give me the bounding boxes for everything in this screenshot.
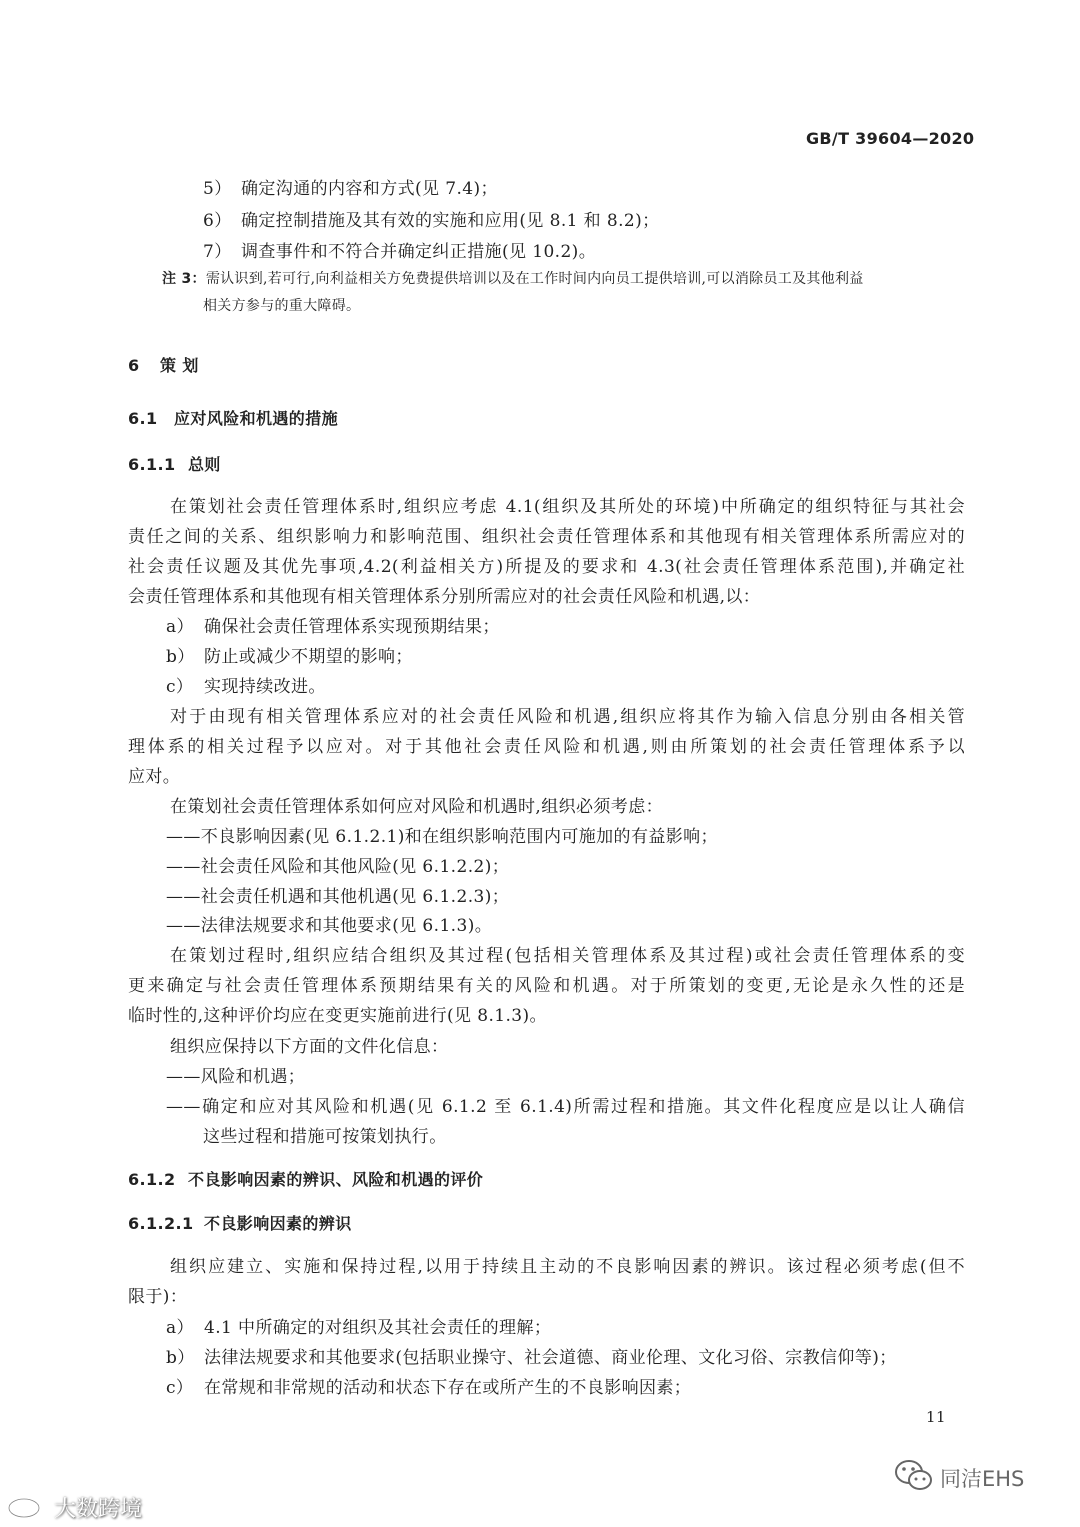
list-text: 实现持续改进。 bbox=[204, 677, 326, 697]
list-item bbox=[166, 1347, 897, 1369]
list-text: 确保社会责任管理体系实现预期结果； bbox=[204, 617, 500, 637]
paragraph-line: 临时性的,这种评价均应在变更实施前进行(见 8.1.3)。 bbox=[128, 1006, 547, 1026]
weibo-icon bbox=[6, 1490, 52, 1520]
dash-item: ——法律法规要求和其他要求(见 6.1.3)。 bbox=[166, 916, 493, 936]
list-text: 调查事件和不符合并确定纠正措施(见 10.2)。 bbox=[241, 242, 597, 262]
section-heading-6-1-2 bbox=[128, 1169, 483, 1191]
section-number: 6.1.2 bbox=[128, 1170, 176, 1189]
page-number: 11 bbox=[926, 1408, 946, 1426]
section-number: 6 bbox=[128, 356, 140, 375]
list-number: a） bbox=[166, 617, 194, 637]
watermark-right: 同洁EHS bbox=[940, 1467, 1025, 1491]
list-number: a） bbox=[166, 1318, 194, 1338]
list-text: 法律法规要求和其他要求(包括职业操守、社会道德、商业伦理、文化习俗、宗教信仰等)； bbox=[204, 1348, 897, 1368]
note-line-1: 需认识到,若可行,向利益相关方免费提供培训以及在工作时间内向员工提供培训,可以消除员工及其他利益 bbox=[205, 271, 864, 287]
list-item bbox=[166, 1317, 551, 1339]
paragraph-line: 在策划社会责任管理体系时,组织应考虑 4.1(组织及其所处的环境)中所确定的组织特征与其社会 bbox=[170, 497, 965, 517]
list-item bbox=[203, 241, 596, 263]
section-heading-6-1-1 bbox=[128, 454, 221, 476]
standard-number: GB/T 39604—2020 bbox=[806, 129, 975, 148]
section-number: 6.1.1 bbox=[128, 455, 176, 474]
paragraph-line: 责任之间的关系、组织影响力和影响范围、组织社会责任管理体系和其他现有相关管理体系所需应对的 bbox=[128, 527, 965, 547]
section-number: 6.1 bbox=[128, 409, 158, 428]
dash-item: ——社会责任风险和其他风险(见 6.1.2.2)； bbox=[166, 857, 510, 877]
paragraph-line: 对于由现有相关管理体系应对的社会责任风险和机遇,组织应将其作为输入信息分别由各相关管 bbox=[170, 707, 965, 727]
paragraph-line: 理体系的相关过程予以应对。对于其他社会责任风险和机遇,则由所策划的社会责任管理体系予以 bbox=[128, 737, 965, 757]
section-heading-6 bbox=[128, 355, 199, 377]
paragraph-line: 在策划过程时,组织应结合组织及其过程(包括相关管理体系及其过程)或社会责任管理体系的变 bbox=[170, 946, 965, 966]
section-heading-6-1 bbox=[128, 408, 338, 430]
list-number: 5） bbox=[203, 179, 232, 199]
paragraph-line: 组织应建立、实施和保持过程,以用于持续且主动的不良影响因素的辨识。该过程必须考虑(但不 bbox=[170, 1257, 965, 1277]
list-item bbox=[166, 676, 326, 698]
list-text: 在常规和非常规的活动和状态下存在或所产生的不良影响因素； bbox=[204, 1378, 692, 1398]
paragraph-line: 社会责任议题及其优先事项,4.2(利益相关方)所提及的要求和 4.3(社会责任管理体系范围),并确定社 bbox=[128, 557, 965, 577]
note-label: 注 3： bbox=[162, 271, 206, 287]
list-item bbox=[166, 646, 413, 668]
paragraph-line: 会责任管理体系和其他现有相关管理体系分别所需应对的社会责任风险和机遇,以： bbox=[128, 587, 761, 607]
list-item bbox=[203, 210, 660, 232]
list-item bbox=[203, 178, 498, 200]
list-item bbox=[166, 1377, 691, 1399]
paragraph-line: 在策划社会责任管理体系如何应对风险和机遇时,组织必须考虑： bbox=[170, 797, 664, 817]
list-number: c） bbox=[166, 677, 194, 697]
dash-item-continuation: 这些过程和措施可按策划执行。 bbox=[203, 1127, 447, 1147]
list-text: 4.1 中所确定的对组织及其社会责任的理解； bbox=[204, 1318, 552, 1338]
section-title: 不良影响因素的辨识 bbox=[204, 1214, 352, 1233]
wechat-icon bbox=[894, 1458, 934, 1494]
list-text: 确定控制措施及其有效的实施和应用(见 8.1 和 8.2)； bbox=[241, 211, 660, 231]
list-text: 防止或减少不期望的影响； bbox=[204, 647, 413, 667]
section-title: 策 划 bbox=[160, 356, 199, 375]
section-number: 6.1.2.1 bbox=[128, 1214, 194, 1233]
list-number: 6） bbox=[203, 211, 232, 231]
note-3 bbox=[162, 269, 864, 289]
paragraph-line: 组织应保持以下方面的文件化信息： bbox=[170, 1037, 449, 1057]
dash-item: ——风险和机遇； bbox=[166, 1067, 306, 1087]
list-number: c） bbox=[166, 1378, 194, 1398]
dash-item: ——不良影响因素(见 6.1.2.1)和在组织影响范围内可施加的有益影响； bbox=[166, 827, 718, 847]
list-item bbox=[166, 616, 500, 638]
list-number: b） bbox=[166, 1348, 195, 1368]
paragraph-line: 更来确定与社会责任管理体系预期结果有关的风险和机遇。对于所策划的变更,无论是永久性的还是 bbox=[128, 976, 965, 996]
list-number: b） bbox=[166, 647, 195, 667]
section-heading-6-1-2-1 bbox=[128, 1213, 352, 1235]
dash-item: ——确定和应对其风险和机遇(见 6.1.2 至 6.1.4)所需过程和措施。其文件化程度应是以让人确信 bbox=[166, 1097, 965, 1117]
note-line-2: 相关方参与的重大障碍。 bbox=[203, 298, 361, 314]
section-title: 不良影响因素的辨识、风险和机遇的评价 bbox=[188, 1170, 484, 1189]
paragraph-line: 限于)： bbox=[128, 1287, 188, 1307]
section-title: 应对风险和机遇的措施 bbox=[174, 409, 339, 428]
list-text: 确定沟通的内容和方式(见 7.4)； bbox=[241, 179, 498, 199]
paragraph-line: 应对。 bbox=[128, 767, 181, 787]
dash-item: ——社会责任机遇和其他机遇(见 6.1.2.3)； bbox=[166, 887, 510, 907]
section-title: 总则 bbox=[188, 455, 221, 474]
watermark-left: 大数跨境 bbox=[54, 1497, 143, 1522]
list-number: 7） bbox=[203, 242, 232, 262]
